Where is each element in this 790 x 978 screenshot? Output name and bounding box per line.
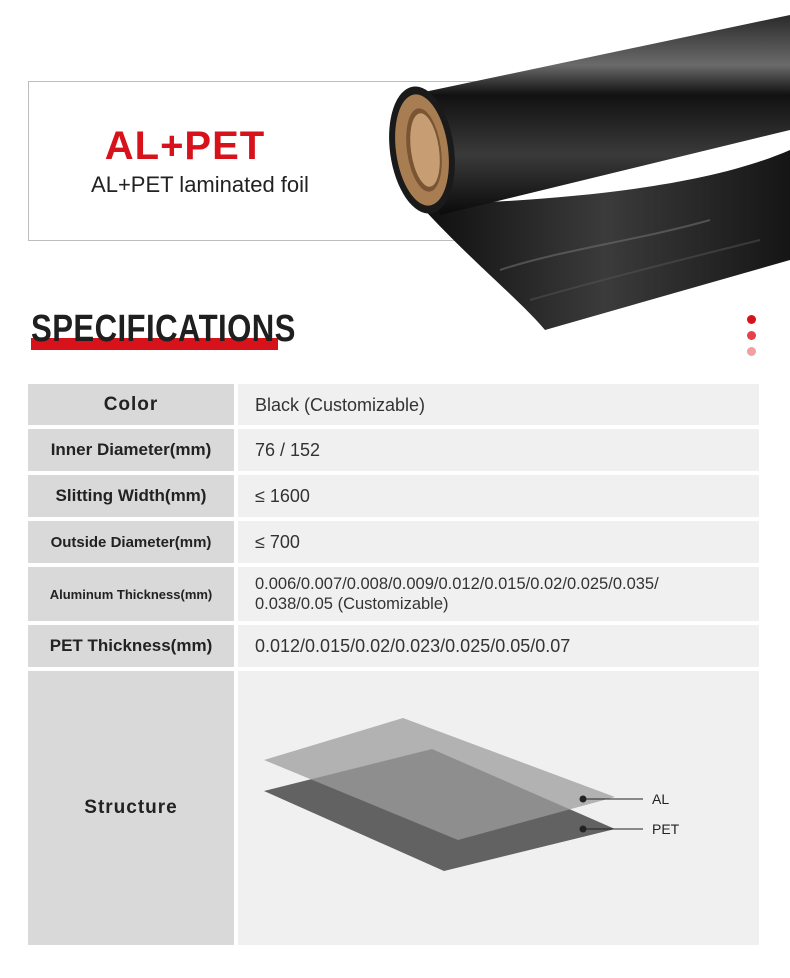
row-value-slitting-width: ≤ 1600 [238, 475, 759, 517]
table-row [28, 384, 759, 425]
row-label-color: Color [28, 384, 234, 425]
table-row [28, 521, 759, 563]
row-label-structure: Structure [28, 671, 234, 945]
spec-table [28, 384, 759, 949]
product-title: AL+PET [104, 124, 266, 168]
row-value-aluminum-thickness [238, 567, 759, 621]
table-row [28, 625, 759, 667]
row-value-pet-thickness: 0.012/0.015/0.02/0.023/0.025/0.05/0.07 [238, 625, 759, 667]
section-heading: SPECIFICATIONS [31, 308, 296, 350]
row-value-inner-diameter: 76 / 152 [238, 429, 759, 471]
dot-3 [747, 347, 756, 356]
pagination-dots [747, 315, 756, 363]
table-row [28, 429, 759, 471]
dot-2 [747, 331, 756, 340]
product-subtitle: AL+PET laminated foil [91, 172, 309, 197]
row-label-inner-diameter: Inner Diameter(mm) [28, 429, 234, 471]
row-label-outside-diameter: Outside Diameter(mm) [28, 521, 234, 563]
row-value-outside-diameter: ≤ 700 [238, 521, 759, 563]
table-row [28, 567, 759, 621]
pet-layer-label: PET [652, 821, 680, 837]
aluminum-thickness-line-2: 0.038/0.05 (Customizable) [255, 595, 449, 613]
table-row [28, 671, 759, 945]
row-label-aluminum-thickness: Aluminum Thickness(mm) [28, 567, 234, 621]
table-row [28, 475, 759, 517]
foil-roll-image [380, 0, 790, 340]
row-value-color: Black (Customizable) [238, 384, 759, 425]
dot-1 [747, 315, 756, 324]
row-label-slitting-width: Slitting Width(mm) [28, 475, 234, 517]
al-layer-label: AL [652, 791, 670, 807]
aluminum-thickness-line-1: 0.006/0.007/0.008/0.009/0.012/0.015/0.02/0.025/0.035/ [255, 575, 659, 593]
structure-diagram [238, 671, 759, 945]
row-label-pet-thickness: PET Thickness(mm) [28, 625, 234, 667]
structure-diagram-cell [238, 671, 759, 945]
